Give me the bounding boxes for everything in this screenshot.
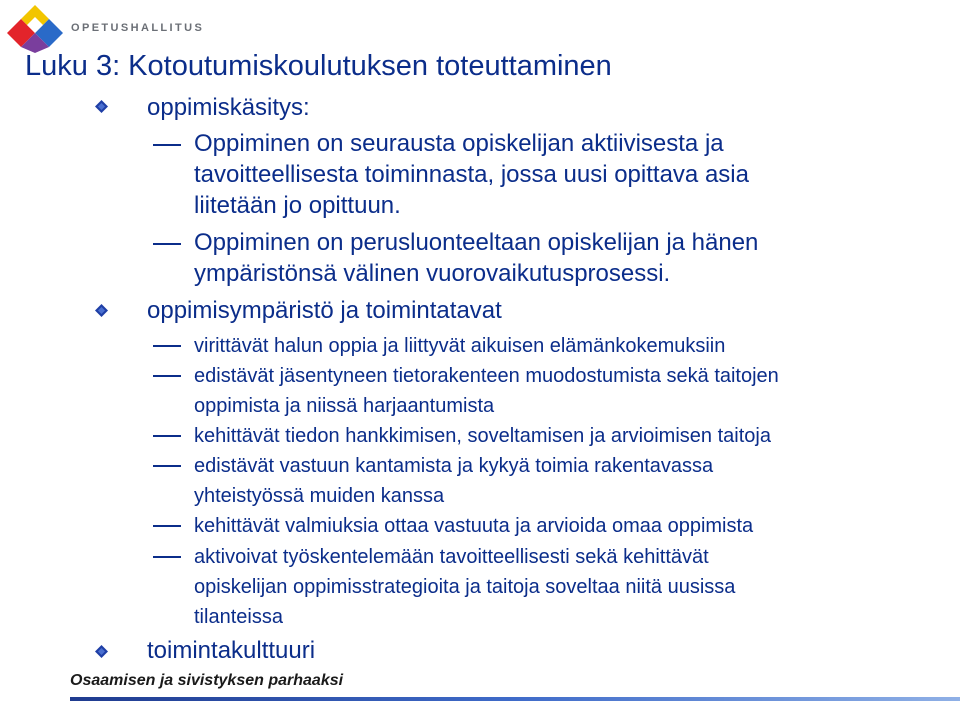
- section-heading: oppimiskäsitys:: [147, 94, 310, 121]
- footer-divider: [70, 697, 960, 701]
- dash-bullet: [153, 243, 181, 245]
- slide-title: Luku 3: Kotoutumiskoulutuksen toteuttaminen: [25, 50, 612, 82]
- diamond-bullet-icon: [95, 100, 108, 113]
- organization-logo: [5, 3, 205, 55]
- section-heading: oppimisympäristö ja toimintatavat: [147, 297, 502, 324]
- list-item: kehittävät tiedon hankkimisen, soveltamisen ja arvioimisen taitoja: [194, 425, 771, 447]
- list-item: edistävät jäsentyneen tietorakenteen muodostumista sekä taitojen oppimista ja niissä harjaantumista: [194, 365, 779, 417]
- dash-bullet: [153, 525, 181, 527]
- list-item: virittävät halun oppia ja liittyvät aikuisen elämänkokemuksiin: [194, 335, 726, 357]
- organization-name: OPETUSHALLITUS: [71, 22, 205, 34]
- dash-bullet: [153, 375, 181, 377]
- dash-bullet: [153, 144, 181, 146]
- dash-bullet: [153, 345, 181, 347]
- diamond-bullet-icon: [95, 304, 108, 317]
- footer-tagline: Osaamisen ja sivistyksen parhaaksi: [70, 672, 344, 689]
- list-item: Oppiminen on perusluonteeltaan opiskelijan ja hänen ympäristönsä välinen vuorovaikutusprosessi.: [194, 229, 759, 287]
- opetushallitus-diamond-logo-icon: [5, 3, 65, 55]
- diamond-bullet-icon: [95, 645, 108, 658]
- dash-bullet: [153, 556, 181, 558]
- list-item: Oppiminen on seurausta opiskelijan aktiivisesta ja tavoitteellisesta toiminnasta, jossa uusi opittava asia liitetään jo opittuun.: [194, 130, 749, 219]
- dash-bullet: [153, 435, 181, 437]
- section-heading: toimintakulttuuri: [147, 637, 316, 664]
- dash-bullet: [153, 465, 181, 467]
- list-item: kehittävät valmiuksia ottaa vastuuta ja arvioida omaa oppimista: [194, 515, 754, 537]
- list-item: edistävät vastuun kantamista ja kykyä toimia rakentavassa yhteistyössä muiden kanssa: [194, 455, 714, 507]
- list-item: aktivoivat työskentelemään tavoitteellisesti sekä kehittävät opiskelijan oppimisstrategioita ja taitoja soveltaa niitä uusissa tilanteissa: [194, 546, 736, 628]
